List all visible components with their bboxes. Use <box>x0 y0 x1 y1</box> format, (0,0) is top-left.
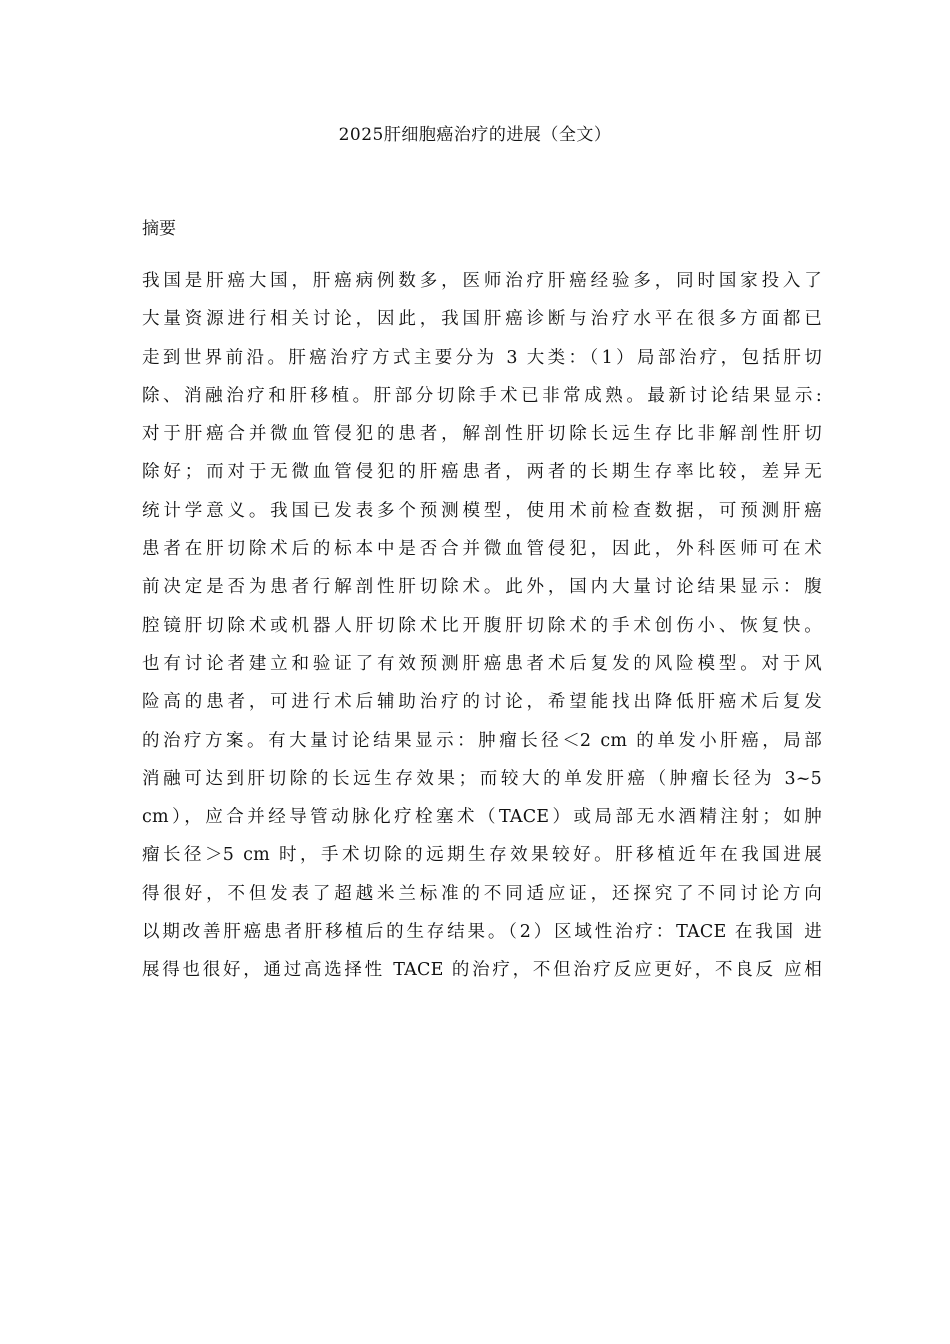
body-line: 走到世界前沿。肝癌治疗方式主要分为 3 大类：（1）局部治疗，包括肝切 <box>142 347 822 368</box>
body-line: 展得也很好，通过高选择性 TACE 的治疗，不但治疗反应更好，不良反 应相 <box>142 960 822 981</box>
body-line: 对于肝癌合并微血管侵犯的患者，解剖性肝切除长远生存比非解剖性肝切 <box>142 424 822 445</box>
document-title: 2025肝细胞癌治疗的进展（全文） <box>338 125 612 145</box>
body-line: 险高的患者，可进行术后辅助治疗的讨论，希望能找出降低肝癌术后复发 <box>142 692 822 713</box>
body-line: 的治疗方案。有大量讨论结果显示：肿瘤长径＜2 cm 的单发小肝癌，局部 <box>142 730 822 751</box>
body-line: 我国是肝癌大国，肝癌病例数多，医师治疗肝癌经验多，同时国家投入了 <box>142 271 822 291</box>
body-line: 以期改善肝癌患者肝移植后的生存结果。（2）区域性治疗：TACE 在我国 进 <box>142 922 822 943</box>
section-heading: 摘要 <box>142 219 176 239</box>
body-line: 患者在肝切除术后的标本中是否合并微血管侵犯，因此，外科医师可在术 <box>142 539 822 560</box>
body-line: 瘤长径＞5 cm 时，手术切除的远期生存效果较好。肝移植近年在我国进展 <box>142 845 822 866</box>
body-line: 除、消融治疗和肝移植。肝部分切除手术已非常成熟。最新讨论结果显示: <box>142 385 822 406</box>
abstract-body <box>142 262 822 990</box>
body-line: 前决定是否为患者行解剖性肝切除术。此外，国内大量讨论结果显示：腹 <box>142 577 822 598</box>
body-line: 也有讨论者建立和验证了有效预测肝癌患者术后复发的风险模型。对于风 <box>142 653 822 674</box>
body-line: 除好；而对于无微血管侵犯的肝癌患者，两者的长期生存率比较，差异无 <box>142 462 822 483</box>
body-line: 统计学意义。我国已发表多个预测模型，使用术前检查数据，可预测肝癌 <box>142 500 822 521</box>
body-line: 腔镜肝切除术或机器人肝切除术比开腹肝切除术的手术创伤小、恢复快。 <box>142 615 822 636</box>
body-line: 得很好，不但发表了超越米兰标准的不同适应证，还探究了不同讨论方向 <box>142 883 822 904</box>
body-line: 消融可达到肝切除的长远生存效果；而较大的单发肝癌（肿瘤长径为 3~5 <box>142 768 822 789</box>
body-line: 大量资源进行相关讨论，因此，我国肝癌诊断与治疗水平在很多方面都已 <box>142 309 822 330</box>
body-line: cm），应合并经导管动脉化疗栓塞术（TACE）或局部无水酒精注射；如肿 <box>142 807 822 828</box>
